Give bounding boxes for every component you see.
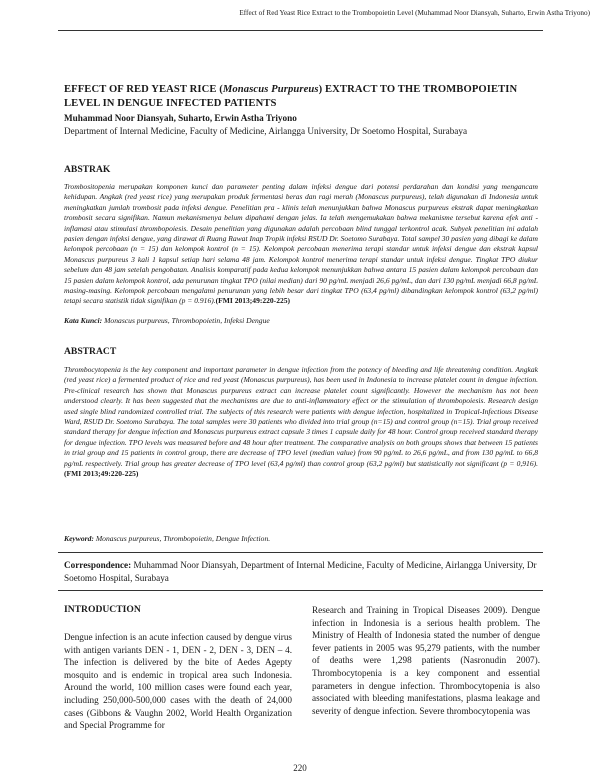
introduction-left-column: Dengue infection is an acute infection caused by dengue virus with antigen variants DEN - 1, DEN - 2, DEN - 3, DEN – 4. The infection is delivered by the bite of Aedes Agepty mosquito and is endemic in tropical area such Indonesia. Around the world, 100 million cases were found each year, including 250,000-500,000 cases with the death of 24,000 cases (Gibbons & Vaughn 2002, World Health Organization and Special Programme for [64,632,292,731]
abstract-citation: (FMI 2013;49:220-225) [64,469,139,479]
abstrak-heading: ABSTRAK [64,164,111,175]
title-part-1: EFFECT OF RED YEAST RICE ( [64,84,223,95]
correspondence-text: Muhammad Noor Diansyah, Department of Internal Medicine, Faculty of Medicine, Airlangga University, Dr Soetomo Hospital, Surabaya [64,560,537,583]
running-head: Effect of Red Yeast Rice Extract to the Trombopoietin Level (Muhammad Noor Diansyah, Suharto, Erwin Astha Triyono) [239,9,590,17]
abstract-body [64,365,538,479]
kata-kunci-text: Monascus purpureus, Thrombopoietin, Infeksi Dengue [102,316,270,325]
correspondence-label: Correspondence: [64,560,132,570]
abstract-heading: ABSTRACT [64,346,117,357]
introduction-heading: INTRODUCTION [64,604,141,615]
authors: Muhammad Noor Diansyah, Suharto, Erwin Astha Triyono [64,113,297,123]
divider-top [58,552,543,553]
header-rule [58,30,543,31]
title-part-2: ) EXTRACT TO THE TROMBOPOIETIN LEVEL IN DENGUE INFECTED PATIENTS [64,84,518,109]
keyword-label: Keyword: [64,534,94,543]
affiliation: Department of Internal Medicine, Faculty of Medicine, Airlangga University, Dr Soetomo Hospital, Surabaya [64,126,468,136]
kata-kunci-label: Kata Kunci: [64,316,103,325]
kata-kunci [64,316,538,325]
abstrak-citation: (FMI 2013;49:220-225) [215,296,291,306]
keyword [64,534,538,543]
introduction-right-column: Research and Training in Tropical Diseases 2009). Dengue infection in Indonesia is a serious health problem. The Ministry of Health of Indonesia stated the number of dengue fever patients in 2005 was 95,279 patients, with the number of deaths were 1,298 patients (Nasronudin 2007). Thrombocytopenia is a key component and essential parameters in dengue infection. Thrombocytopenia is also associated with bleeding manifestations, plasma leakage and severity of dengue infection. Severe thrombocytopenia was [312,605,540,716]
abstract-text: Thrombocytopenia is the key component and important parameter in dengue infection from the potency of bleeding and life threatening condition. Angkak (red yeast rice) a fermented product of rice and red yeast (Monascus purpureus), has been used in Indonesia to increase platelet count in dengue infection. Pre-clinical research has shown that Monascus purpureus extract can increase platelet count significantly. However the mechanism has not been understood clearly. It has been suggested that the mechanisms are due to anti-inflammatory effect or the stimulation of thrombopoiesis. Research design used single blind randomized controlled trial. The subjects of this research were patients with dengue infection, hospitalized in Tropical-Infectious Disease Ward, RSUD Dr. Soetomo Surabaya. The total samples were 30 patients who divided into trial group (n=15) and control group (n=15). Trial group received standard therapy for dengue infection and Monascus purpureus extract capsule 3 times 1 capsule daily for 48 hour. Control group received standard therapy for dengue infection. TPO levels was measured before and 48 hour after treatment. The comparative analysis on both groups shows that between 15 patients in trial group and 15 patients in control group, there are decrease of TPO level (median value) from 90 pg/mL to 26,6 pg/mL, and from 130 pg/mL to 66,8 pg/mL respectively. Trial group has greater decrease of TPO level (63,4 pg/ml) than control group (63,2 pg/ml) but statistically not significant (p = 0,916). [64,365,538,468]
article-title [64,83,534,111]
keyword-text: Monascus purpureus, Thrombopoietin, Dengue Infection. [93,534,271,543]
correspondence [64,559,538,584]
title-species: Monascus Purpureus [222,84,319,95]
abstrak-text: Trombositopenia merupakan komponen kunci dan parameter penting dalam infeksi dengue dari potensi perdarahan dan kondisi yang mengancam kehidupan. Angkak (red yeast rice) yang merupakan produk fermentasi beras dan ragi merah (Monascus purpureus), telah digunakan di Indonesia untuk meningkatkan jumlah trombosit pada infeksi dengue. Penelitian pra - klinis telah menunjukkan bahwa Monascus purpureus ekstrak dapat meningkatkan trombosit secara signifikan. Namun mekanismenya belum dipahami dengan jelas. Ia telah mengemukakan bahwa mekanisme tersebut karena efek anti - inflamasi atau stimulasi thrombopoiesis. Desain penelitian yang digunakan adalah percobaan blind tunggal terkontrol acak. Subyek penelitian ini adalah pasien dengan infeksi dengue, yang dirawat di Ruang Rawat Inap Tropik infeksi RSUD Dr. Soetomo Surabaya. Total sampel 30 pasien yang dibagi ke dalam kelompok percobaan (n = 15) dan kelompok kontrol (n = 15). Kelompok percobaan menerima terapi standar untuk infeksi dengue dan ekstrak kapsul Monascus purpureus 3 kali 1 kapsul setiap hari selama 48 jam. Kelompok kontrol menerima terapi standar untuk infeksi dengue. Tingkat TPO diukur sebelum dan 48 jam setelah pengobatan. Analisis komparatif pada kedua kelompok menunjukkan bahwa antara 15 pasien dalam kelompok percobaan dan 15 pasien dalam kelompok kontrol, ada penurunan tingkat TPO (nilai median) dari 90 pg/mL menjadi 26,6 pg/mL, dan dari 130 pg/mL menjadi 66,8 pg/mL masing-masing. Kelompok percobaan mengalami penurunan yang lebih besar dari tingkat TPO (63,4 pg/ml) dibandingkan kelompok kontrol (63,2 pg/ml) tetapi secara statistik tidak signifikan (p = 0.916). [64,182,538,306]
page-number: 220 [293,763,307,773]
divider-bottom [58,590,543,591]
abstrak-body [64,182,538,307]
